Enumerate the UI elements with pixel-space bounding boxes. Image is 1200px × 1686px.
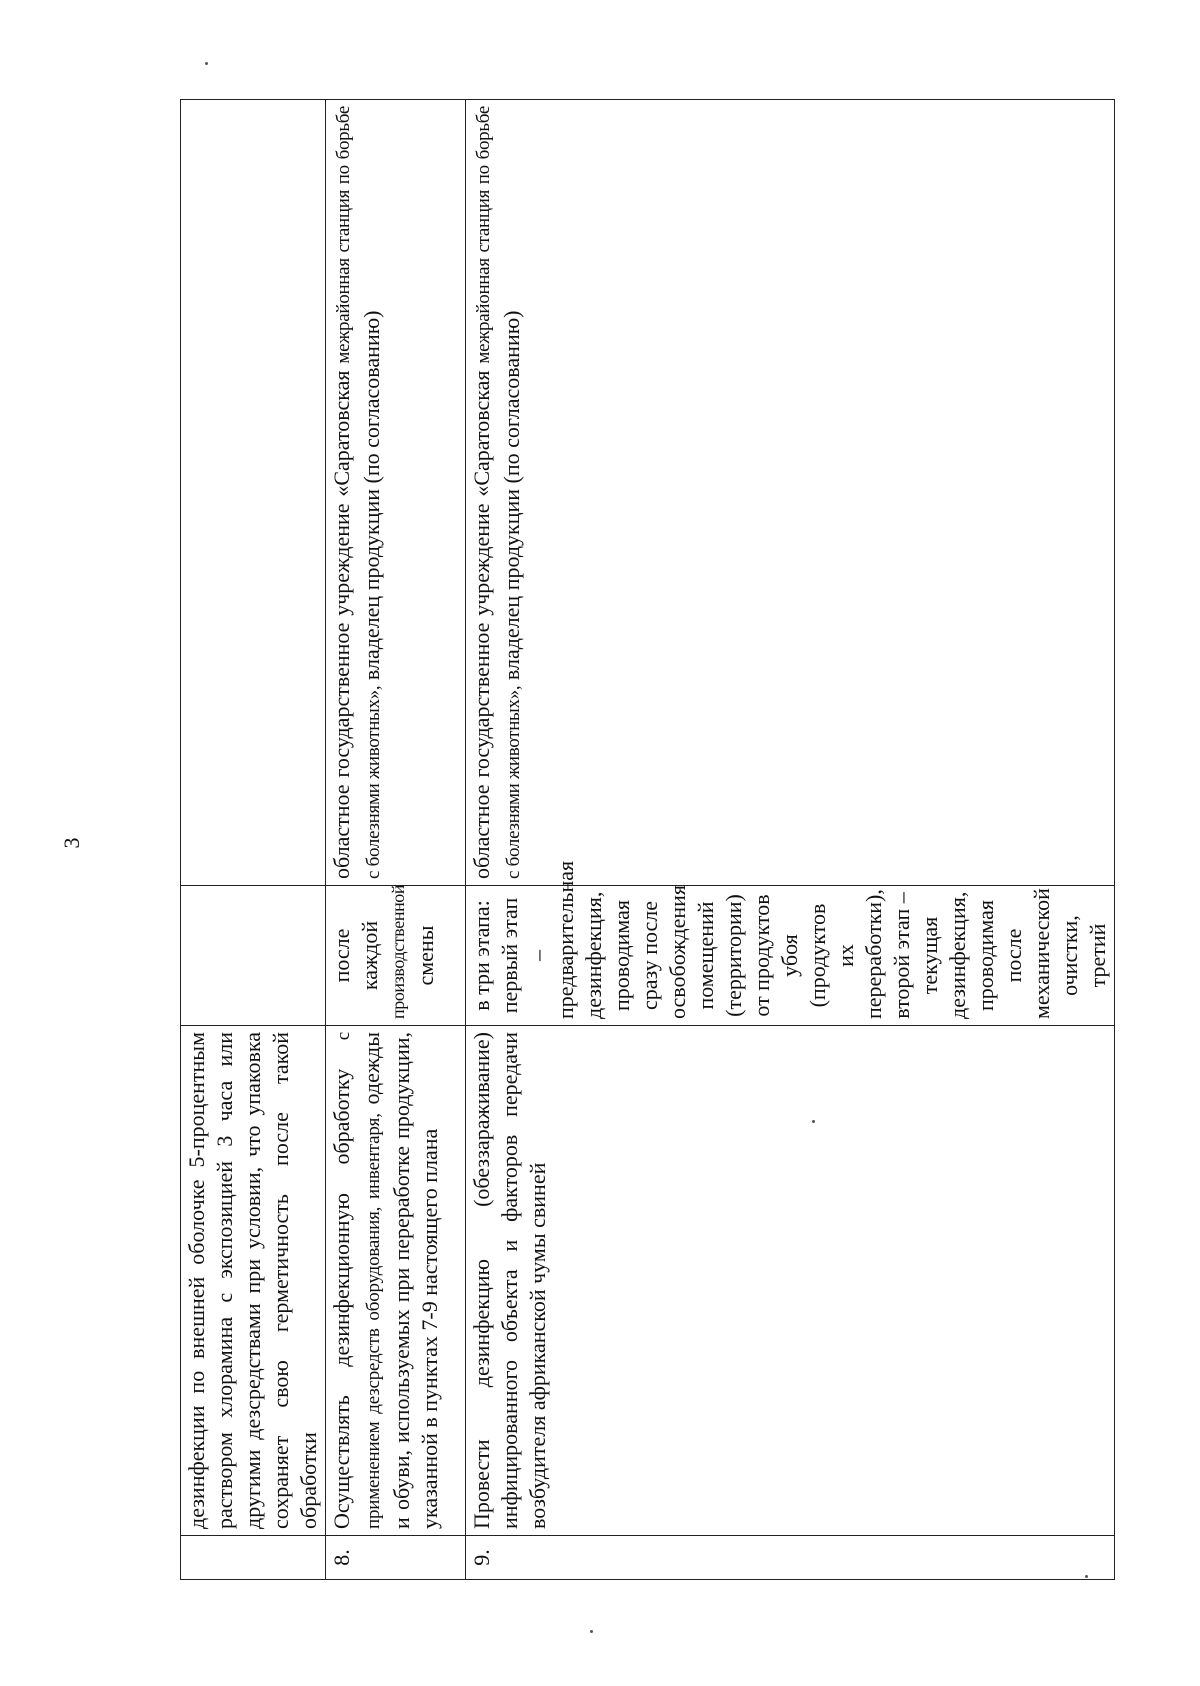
responsible-text: владелец продукции (по согласованию) <box>359 310 384 681</box>
term-cell <box>181 886 326 1026</box>
responsible-cell <box>466 100 1115 886</box>
table-row <box>326 100 466 1580</box>
term-line: смены <box>413 925 438 986</box>
row-number: 9. <box>466 1536 1115 1580</box>
rotated-page-content <box>180 100 1110 1580</box>
activity-cell: дезинфекции по внешней оболочке 5-процентным раствором хлорамина с экспозицией 3 часа или другими дезсредствами при условии, что упаковка сохраняет свою герметичность после такой обработки <box>181 1026 326 1536</box>
page-number: 3 <box>59 837 84 849</box>
plan-table <box>180 99 1115 1580</box>
table-row <box>181 100 326 1580</box>
scan-speck <box>205 62 208 65</box>
responsible-text: областное государственное учреждение «Саратовская <box>329 370 354 879</box>
responsible-text-condensed: межрайонная станция по борьбе с болезнями животных», <box>333 106 384 879</box>
scan-speck <box>1085 1575 1088 1578</box>
responsible-cell <box>181 100 326 886</box>
scan-speck <box>812 1120 815 1123</box>
responsible-text: областное государственное учреждение «Саратовская <box>469 370 494 879</box>
activity-cell <box>326 1026 466 1536</box>
term-cell: в три этапа: первый этап – предварительная дезинфекция, проводимая сразу после освобождения помещений (территории) от продуктов убоя (продуктов их переработки), второй этап – текущая дезинфекция, проводимая после механической очистки, третий <box>466 886 1115 1026</box>
table-row <box>466 100 1115 1580</box>
scan-speck <box>590 1630 593 1633</box>
responsible-cell <box>326 100 466 886</box>
row-number: 8. <box>326 1536 466 1580</box>
term-line: производственной <box>388 884 408 1019</box>
responsible-text: владелец продукции (по согласованию) <box>499 310 524 681</box>
responsible-text-condensed: межрайонная станция по борьбе с болезнями животных», <box>473 106 524 879</box>
activity-cell: Провести дезинфекцию (обеззараживание) инфицированного объекта и факторов передачи возбудителя африканской чумы свиней <box>466 1026 1115 1536</box>
activity-text: одежды и обуви, используемых при переработке продукции, указанной в пунктах 7-9 настоящего плана <box>359 1031 442 1529</box>
term-line: после каждой <box>329 920 382 991</box>
row-number <box>181 1536 326 1580</box>
activity-text-condensed: с применением дезсредств оборудования, инвентаря, <box>333 1031 384 1529</box>
term-cell <box>326 886 466 1026</box>
activity-text: Осуществлять дезинфекционную обработку <box>329 1068 354 1529</box>
